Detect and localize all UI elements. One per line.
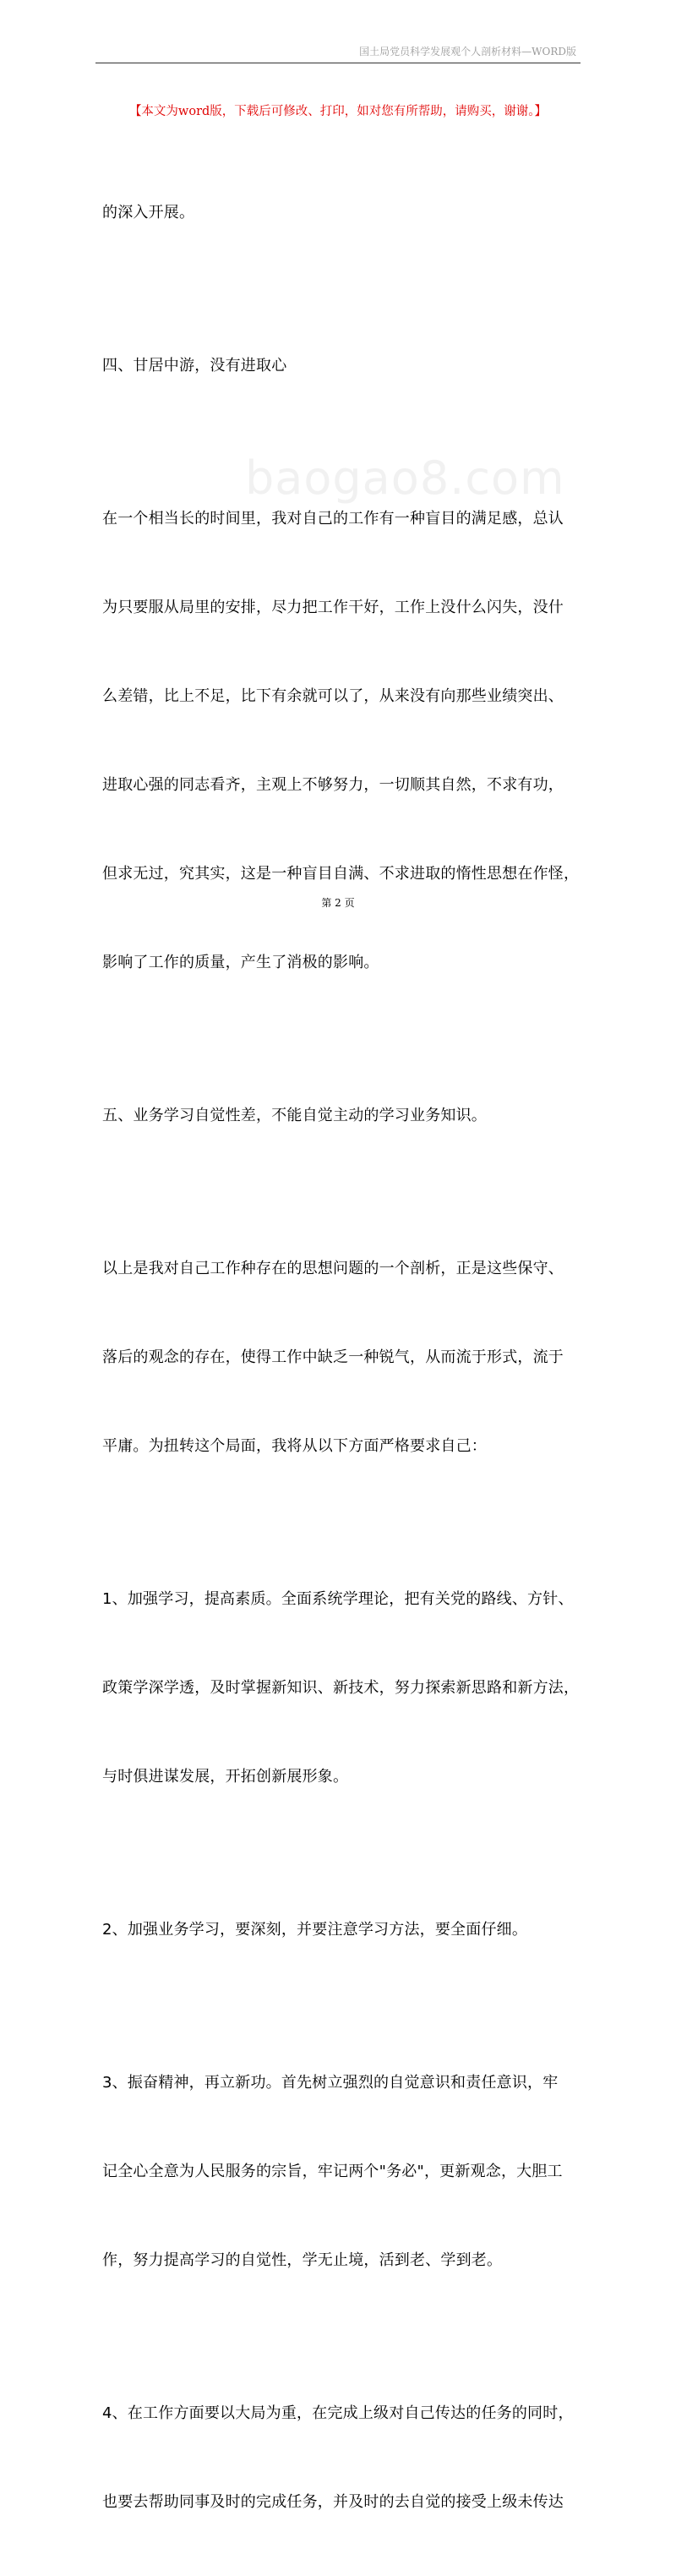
- page-number: 第 2 页: [321, 897, 355, 909]
- section-heading-5: [102, 1042, 575, 1190]
- text-line: 平庸。为扭转这个局面，我将从以下方面严格要求自己：: [102, 1437, 487, 1455]
- text-line: 作，努力提高学习的自觉性，学无止境，活到老、学到老。: [102, 2251, 503, 2269]
- text-line: 的深入开展。: [102, 204, 195, 222]
- text-line: 进取心强的同志看齐，主观上不够努力，一切顺其自然，不求有功，: [102, 776, 564, 794]
- text-line: 也要去帮助同事及时的完成任务，并及时的去自觉的接受上级未传达: [102, 2493, 564, 2511]
- watermark-text: baogao8.com: [245, 451, 565, 505]
- section-heading-4: [102, 292, 575, 440]
- document-body: [102, 139, 580, 2576]
- text-line: 与时俱进谋发展，开拓创新展形象。: [102, 1768, 349, 1786]
- text-line: 3、振奋精神，再立新功。首先树立强烈的自觉意识和责任意识，牢: [102, 2074, 559, 2092]
- text-line: 在一个相当长的时间里，我对自己的工作有一种盲目的满足感，总认: [102, 510, 564, 528]
- text-line: 为只要服从局里的安排，尽力把工作干好，工作上没什么闪失，没什: [102, 599, 564, 616]
- document-header-title: 国土局党员科学发展观个人剖析材料—WORD版: [359, 46, 576, 57]
- text-line: 政策学深学透，及时掌握新知识、新技术，努力探索新思路和新方法，: [102, 1679, 580, 1697]
- download-notice: 【本文为word版，下载后可修改、打印，如对您有所帮助，请购买，谢谢。】: [128, 105, 548, 118]
- list-item-2: [102, 1856, 575, 2004]
- paragraph-summary: [102, 1195, 575, 1520]
- text-line: 4、在工作方面要以大局为重，在完成上级对自己传达的任务的同时，: [102, 2404, 574, 2422]
- text-line: 2、加强业务学习，要深刻，并要注意学习方法，要全面仔细。: [102, 1921, 528, 1939]
- list-item-3: [102, 2009, 575, 2334]
- paragraph-continuation: [102, 139, 575, 287]
- text-line: 影响了工作的质量，产生了消极的影响。: [102, 954, 379, 971]
- text-line: 落后的观念的存在，使得工作中缺乏一种锐气，从而流于形式，流于: [102, 1348, 564, 1366]
- text-line: 以上是我对自己工作种存在的思想问题的一个剖析，正是这些保守、: [102, 1260, 564, 1277]
- text-line: 1、加强学习，提高素质。全面系统学理论，把有关党的路线、方针、: [102, 1590, 574, 1608]
- text-line: 记全心全意为人民服务的宗旨，牢记两个"务必"，更新观念，大胆工: [102, 2163, 563, 2180]
- list-item-1: [102, 1525, 580, 1851]
- paragraph-self-satisfaction: [102, 445, 580, 1036]
- text-line: 但求无过，究其实，这是一种盲目自满、不求进取的惰性思想在作怪，: [102, 865, 580, 883]
- list-item-4: [102, 2339, 575, 2576]
- text-line: 五、业务学习自觉性差，不能自觉主动的学习业务知识。: [102, 1107, 487, 1124]
- text-line: 么差错，比上不足，比下有余就可以了，从来没有向那些业绩突出、: [102, 687, 564, 705]
- text-line: 四、甘居中游，没有进取心: [102, 357, 287, 375]
